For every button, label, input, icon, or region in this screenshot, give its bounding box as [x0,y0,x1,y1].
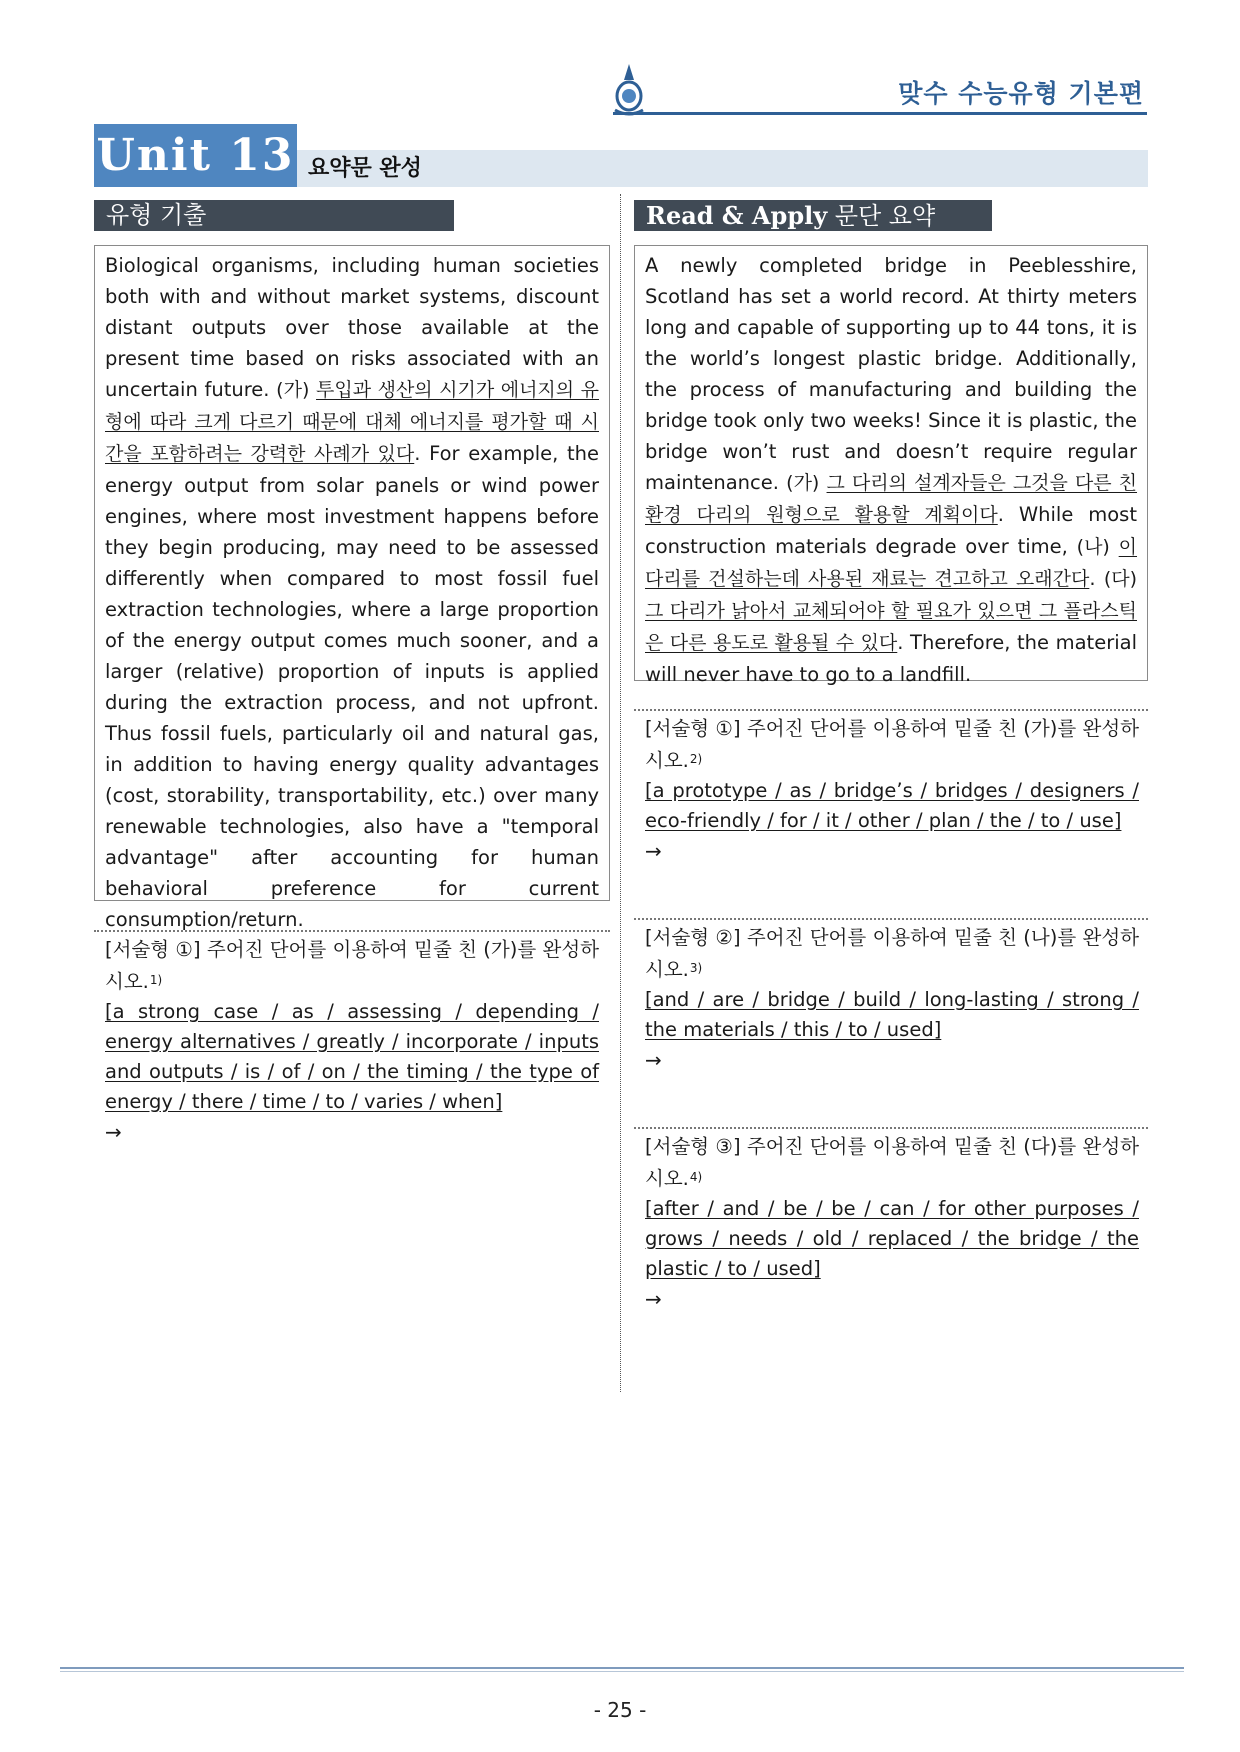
word-bank [645,776,1139,836]
footer-rule [60,1667,1184,1669]
question-prompt [645,923,1139,985]
answer-arrow[interactable]: → [645,1287,662,1311]
underlined-ga: 그 다리의 설계자들은 그것을 다른 친환경 다리의 원형으로 활용할 계획이다 [645,472,1138,526]
passage-left-text-1: Biological organisms, including human societies both with and without market systems, discount distant outputs over those available at the present time based on risks associated with an uncertain future. [105,254,599,401]
word-bank-text: [a strong case / as / assessing / depending / energy alternatives / greatly / incorporate / inputs and outputs / is / of / on / the timing / the type of energy / there / time / to / varies / when] [105,1000,599,1113]
question-prompt-text: [서술형 ③] 주어진 단어를 이용하여 밑줄 친 (다)를 완성하시오. [645,1135,1139,1190]
dotted-separator [634,709,1148,711]
footnote-mark: 4) [689,1170,703,1184]
question-left-1 [105,935,599,1147]
unit-label: Unit 13 [94,124,297,187]
passage-right [634,245,1148,686]
dotted-separator [634,918,1148,920]
question-prompt-text: [서술형 ②] 주어진 단어를 이용하여 밑줄 친 (나)를 완성하시오. [645,926,1139,981]
footnote-mark: 2) [689,752,703,766]
question-right-2 [645,923,1139,1075]
section-title-right-kr: 문단 요약 [834,202,936,230]
column-divider [620,194,621,1392]
marker-na: (나) [1076,536,1110,558]
marker-ga: (가) [786,472,820,494]
word-bank-text: [after / and / be / be / can / for other purposes / grows / needs / old / replaced / the bridge / the plastic / to / used] [645,1197,1139,1280]
book-title: 맞수 수능유형 기본편 [898,79,1144,108]
word-bank-text: [and / are / bridge / build / long-lasting / strong / the materials / this / to / used] [645,988,1139,1041]
question-prompt [645,1132,1139,1194]
marker-ga: (가) [276,379,310,401]
question-prompt [645,714,1139,776]
dotted-separator [94,930,610,932]
question-right-1 [645,714,1139,866]
answer-arrow[interactable]: → [105,1120,122,1144]
section-title-left: 유형 기출 [94,200,454,231]
underlined-ga: 투입과 생산의 시기가 에너지의 유형에 따라 크게 다르기 때문에 대체 에너지를 평가할 때 시간을 포함하려는 강력한 사례가 있다 [105,379,599,465]
question-prompt-text: [서술형 ①] 주어진 단어를 이용하여 밑줄 친 (가)를 완성하시오. [645,717,1139,772]
passage-right-text-1: A newly completed bridge in Peeblesshire, Scotland has set a world record. At thirty meters long and capable of supporting up to 44 tons, it is the world’s longest plastic bridge. Additionally, the process of manufacturing and building the bridge took only two weeks! Since it is plastic, the bridge won’t rust and doesn’t require regular maintenance. [645,254,1137,494]
question-prompt [105,935,599,997]
underlined-da: 그 다리가 낡아서 교체되어야 할 필요가 있으면 그 플라스틱은 다른 용도로 활용될 수 있다 [645,600,1137,654]
word-bank [105,997,599,1117]
passage-right-text-2: . While most construction materials degrade over time, [645,503,1137,558]
passage-right-text-3: . [1089,567,1096,590]
section-title-right-en: Read & Apply [646,201,828,230]
passage-left-text-2: . For example, the energy output from solar panels or wind power engines, where most investment happens before they begin producing, may need to be assessed differently when compared to most fossil fuel extraction technologies, where a large proportion of the energy output comes much sooner, and a larger (relative) proportion of inputs is applied during the extraction process, and not upfront. Thus fossil fuels, particularly oil and natural gas, in addition to having energy quality advantages (cost, storability, transportability, etc.) over many renewable technologies, also have a "temporal advantage" after accounting for human behavioral preference for current consumption/return. [105,442,599,931]
footnote-mark: 3) [689,961,703,975]
word-bank [645,1194,1139,1284]
passage-left [94,245,610,931]
section-title-right [634,200,992,231]
dotted-separator [634,1127,1148,1129]
unit-subtitle: 요약문 완성 [308,156,422,181]
answer-arrow[interactable]: → [645,839,662,863]
passage-right-text-4: . Therefore, the material will never have to go to a landfill. [645,631,1137,686]
question-right-3 [645,1132,1139,1314]
underlined-na: 이 다리를 건설하는데 사용된 재료는 견고하고 오래간다 [645,536,1138,590]
word-bank [645,985,1139,1045]
footnote-mark: 1) [149,973,163,987]
logo-icon [612,62,646,118]
page-number: - 25 - [593,1698,647,1722]
question-prompt-text: [서술형 ①] 주어진 단어를 이용하여 밑줄 친 (가)를 완성하시오. [105,938,599,993]
footer-rule-thin [60,1671,1184,1672]
answer-arrow[interactable]: → [645,1048,662,1072]
header-rule [613,112,1147,115]
word-bank-text: [a prototype / as / bridge’s / bridges / designers / eco-friendly / for / it / other / plan / the / to / use] [645,779,1139,832]
marker-da: (다) [1103,568,1137,590]
